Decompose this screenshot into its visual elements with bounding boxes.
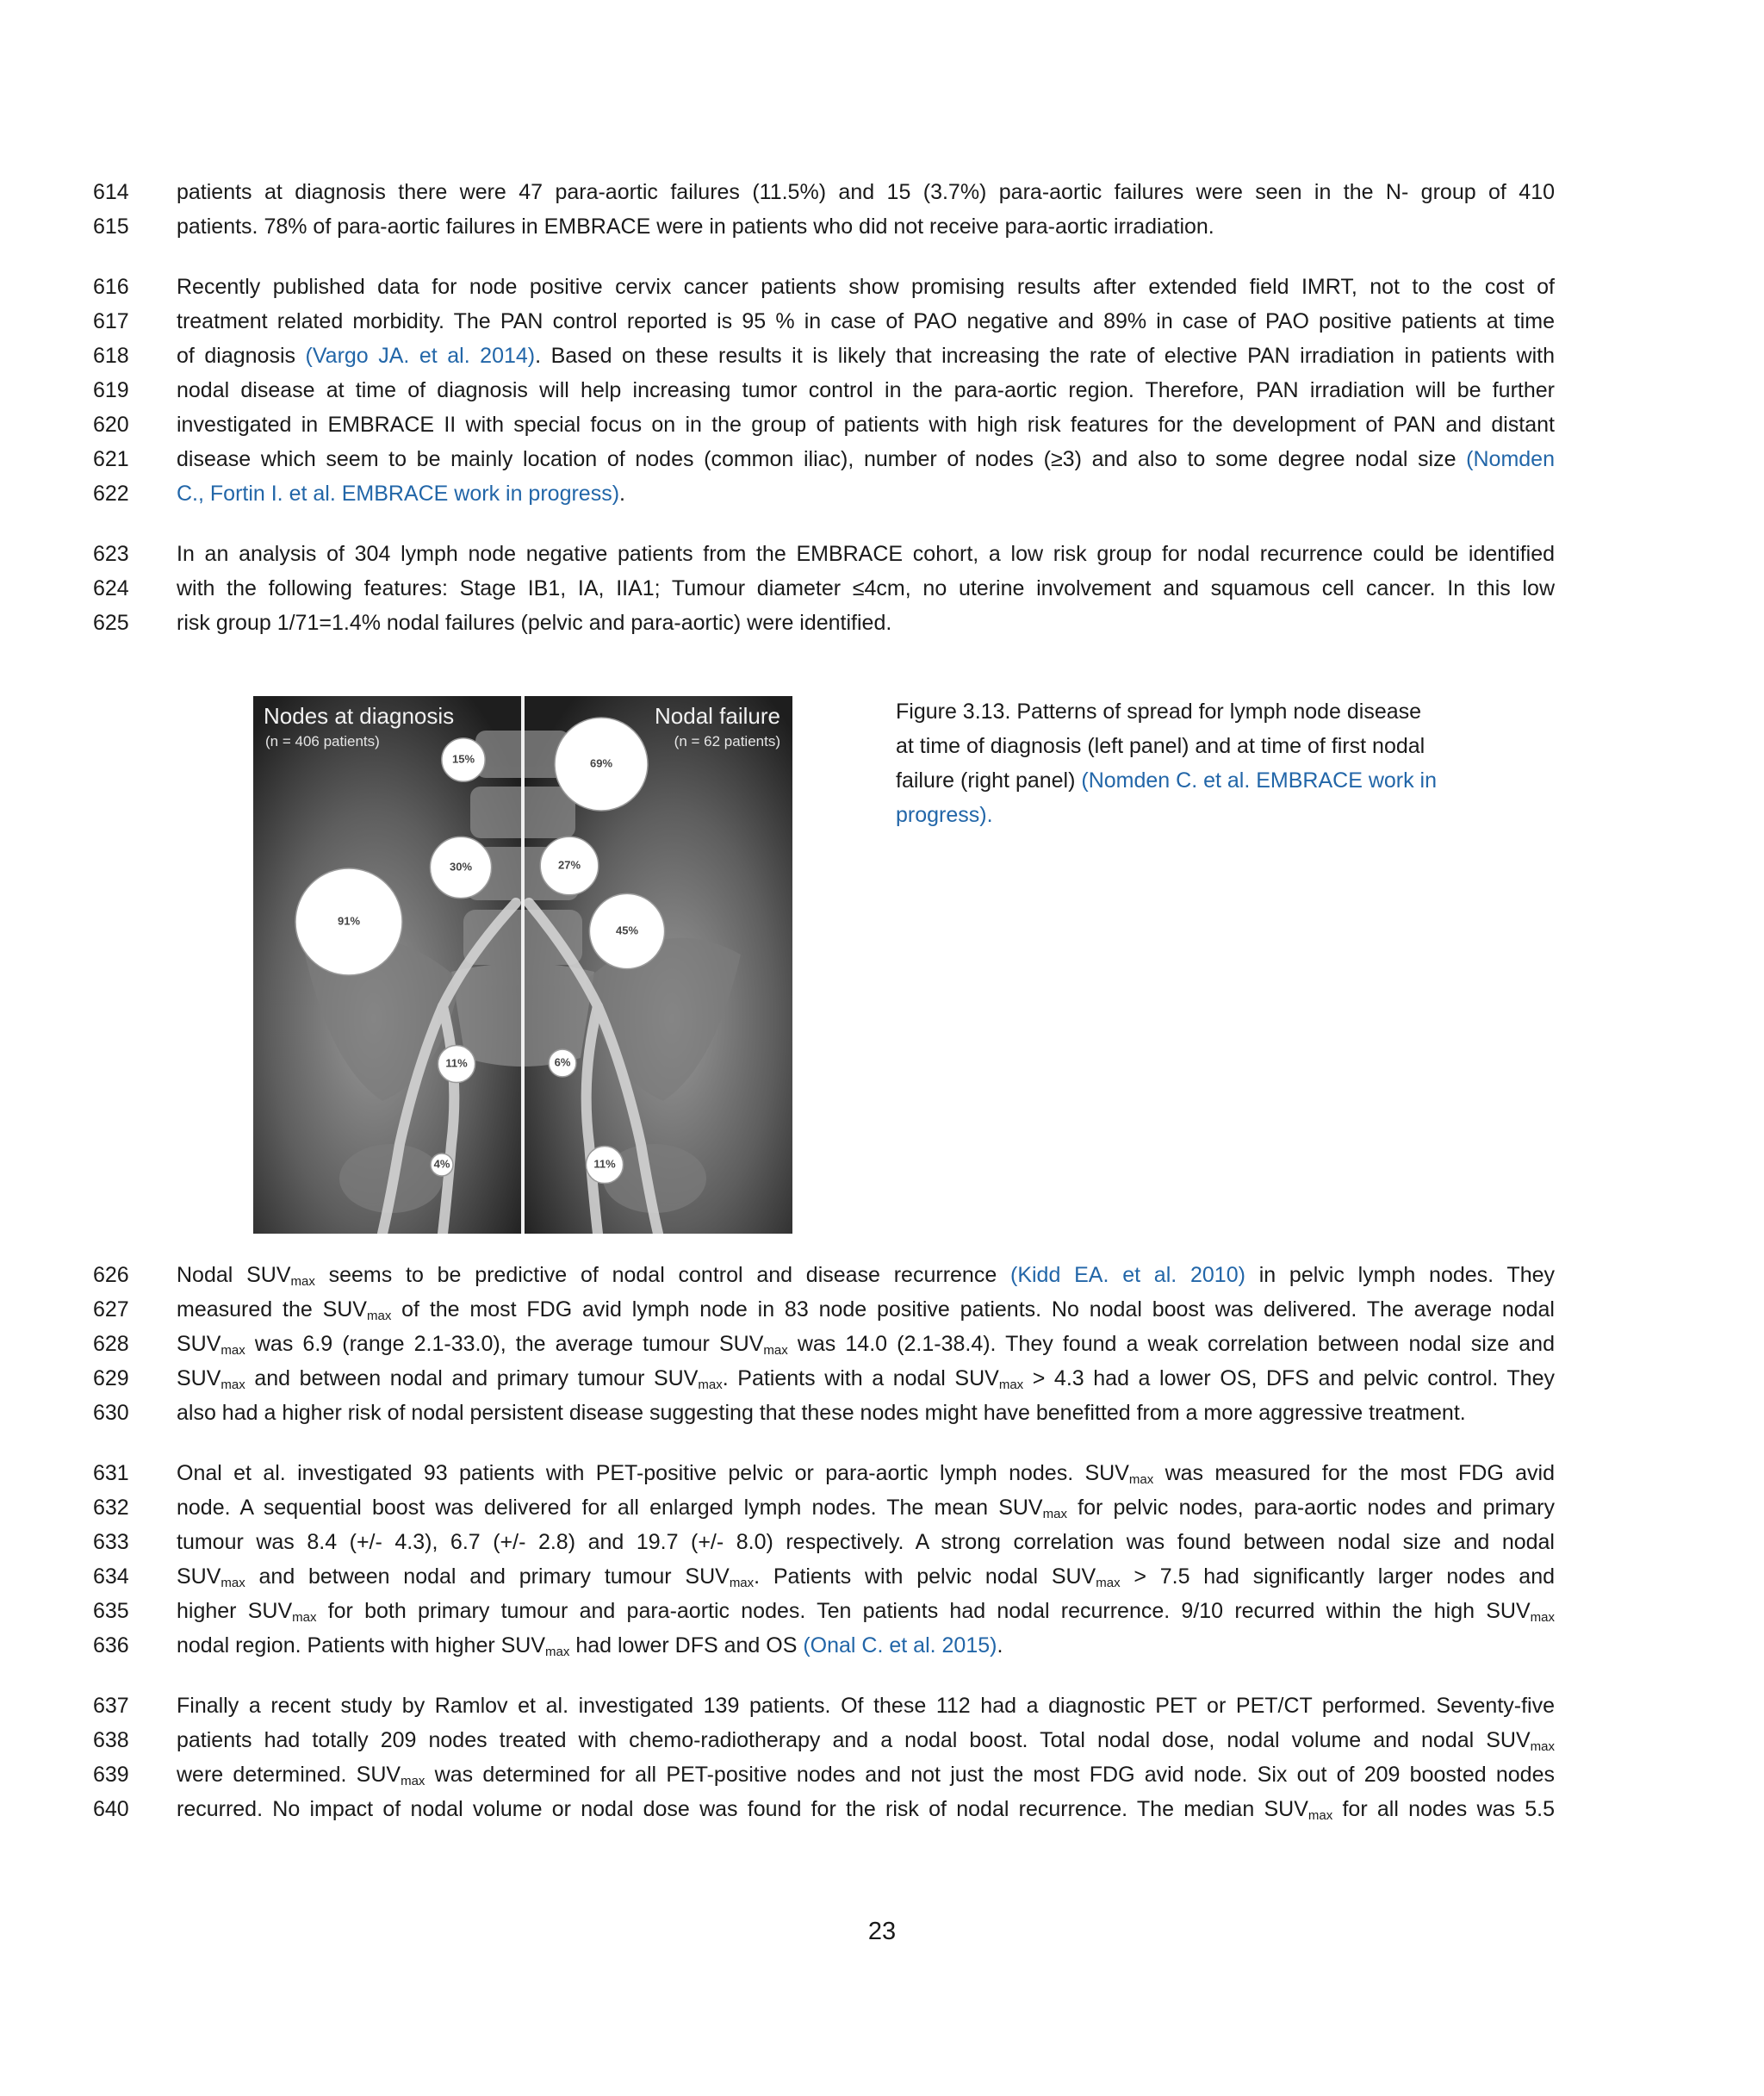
line-number: 619	[93, 378, 129, 402]
line-number: 615	[93, 215, 129, 239]
line-text: measured the $SUV_{max}$ of the most FDG avid lymph node in 83 node positive patients. No nodal boost was delivered. The average nodal	[177, 1297, 1555, 1323]
caption-line: at time of diagnosis (left panel) and at time of first nodal	[896, 734, 1425, 758]
line-text: $SUV_{max}$ and between nodal and primary tumour $SUV_{max}$. Patients with a nodal $SUV_{max} > 4.3$ had a lower OS, DFS and pelvic control. They	[177, 1366, 1555, 1392]
citation-link[interactable]: (Vargo JA. et al. 2014)	[305, 344, 536, 368]
line-number: 632	[93, 1496, 129, 1520]
line-text: In an analysis of 304 lymph node negative patients from the EMBRACE cohort, a low risk group for nodal recurrence could be identified	[177, 542, 1555, 566]
line-number: 617	[93, 309, 129, 333]
figure-nodal-spread	[253, 696, 792, 1234]
line-text: tumour was 8.4 (+/- 4.3), 6.7 (+/- 2.8) and 19.7 (+/- 8.0) respectively. A strong correlation was found between nodal size and nodal	[177, 1530, 1555, 1554]
line-text: Recently published data for node positive cervix cancer patients show promising results after extended field IMRT, not to the cost of	[177, 275, 1555, 299]
line-number: 640	[93, 1797, 129, 1821]
citation-link[interactable]: (Nomden C. et al. EMBRACE work in	[1081, 768, 1438, 793]
line-text: patients at diagnosis there were 47 para-aortic failures (11.5%) and 15 (3.7%) para-aortic failures were seen in the N- group of 410	[177, 180, 1555, 204]
line-text: with the following features: Stage IB1, IA, IIA1; Tumour diameter ≤4cm, no uterine involvement and squamous cell cancer. In this low	[177, 576, 1555, 600]
right-bubble-label: 11%	[593, 1157, 616, 1171]
line-number: 634	[93, 1564, 129, 1589]
line-number: 631	[93, 1461, 129, 1485]
line-text: nodal disease at time of diagnosis will help increasing tumor control in the para-aortic region. Therefore, PAN irradiation will be further	[177, 378, 1555, 402]
panel-divider	[521, 696, 525, 1234]
line-text: disease which seem to be mainly location of nodes (common iliac), number of nodes (≥3) and also to some degree nodal size (Nomden	[177, 447, 1555, 471]
line-number: 635	[93, 1599, 129, 1623]
line-number: 621	[93, 447, 129, 471]
line-number: 614	[93, 180, 129, 204]
line-number: 629	[93, 1366, 129, 1390]
figure-image	[253, 696, 792, 1234]
left-panel-title: Nodes at diagnosis	[264, 703, 455, 729]
citation-link[interactable]: progress).	[896, 803, 993, 827]
left-bubble-label: 11%	[445, 1056, 468, 1070]
line-text: Onal et al. investigated 93 patients with PET-positive pelvic or para-aortic lymph nodes. $SUV_{max}$ was measured for the most FDG avid	[177, 1461, 1555, 1487]
line-text: recurred. No impact of nodal volume or nodal dose was found for the risk of nodal recurrence. The median $SUV_{max}$ for all nodes was 5.5	[177, 1797, 1555, 1823]
line-text: patients. 78% of para-aortic failures in EMBRACE were in patients who did not receive para-aortic irradiation.	[177, 215, 1214, 239]
right-panel-title: Nodal failure	[655, 703, 780, 729]
citation-link[interactable]: C., Fortin I. et al. EMBRACE work in progress)	[177, 482, 620, 506]
line-number: 623	[93, 542, 129, 566]
right-bubble-label: 45%	[615, 924, 639, 937]
right-panel-subtitle: (n = 62 patients)	[674, 733, 780, 749]
line-text: Finally a recent study by Ramlov et al. investigated 139 patients. Of these 112 had a diagnostic PET or PET/CT performed. Seventy-five	[177, 1694, 1555, 1718]
left-bubble-label: 91%	[337, 914, 361, 928]
caption-line: Figure 3.13. Patterns of spread for lymph node disease	[896, 700, 1422, 724]
line-number: 622	[93, 482, 129, 506]
line-text: $SUV_{max}$ and between nodal and primary tumour $SUV_{max}$. Patients with pelvic nodal $SUV_{max} > 7.5$ had significantly larger nodes and	[177, 1564, 1555, 1590]
line-number: 618	[93, 344, 129, 368]
caption-line: failure (right panel) (Nomden C. et al. EMBRACE work in	[896, 768, 1438, 793]
line-number: 625	[93, 611, 129, 635]
figure-caption	[896, 694, 1481, 832]
right-bubble-label: 27%	[557, 858, 581, 872]
line-number: 627	[93, 1297, 129, 1322]
line-text: risk group 1/71=1.4% nodal failures (pelvic and para-aortic) were identified.	[177, 611, 892, 635]
line-text: patients had totally 209 nodes treated with chemo-radiotherapy and a nodal boost. Total nodal dose, nodal volume and nodal $SUV_{max}$	[177, 1728, 1555, 1754]
line-number: 638	[93, 1728, 129, 1752]
line-number: 626	[93, 1263, 129, 1287]
line-text: also had a higher risk of nodal persistent disease suggesting that these nodes might have benefitted from a more aggressive treatment.	[177, 1401, 1466, 1425]
line-text: nodal region. Patients with higher $SUV_{max}$ had lower DFS and OS (Onal C. et al. 2015).	[177, 1633, 1003, 1659]
line-text: of diagnosis (Vargo JA. et al. 2014). Based on these results it is likely that increasing the rate of elective PAN irradiation in patients with	[177, 344, 1555, 368]
page-number: 23	[867, 1918, 897, 1945]
line-text: C., Fortin I. et al. EMBRACE work in progress).	[177, 482, 625, 506]
caption-line	[896, 798, 1481, 832]
citation-link[interactable]: (Onal C. et al. 2015)	[803, 1633, 997, 1658]
left-bubble-label: 4%	[433, 1157, 450, 1171]
line-number: 624	[93, 576, 129, 600]
line-number: 630	[93, 1401, 129, 1425]
line-text: $SUV_{max}$ was 6.9 (range 2.1-33.0), the average tumour $SUV_{max}$ was 14.0 (2.1-38.4). They found a weak correlation between nodal size and	[177, 1332, 1555, 1358]
line-text: were determined. $SUV_{max}$ was determined for all PET-positive nodes and not just the most FDG avid node. Six out of 209 boosted nodes	[177, 1763, 1555, 1788]
line-number: 620	[93, 413, 129, 437]
left-panel-subtitle: (n = 406 patients)	[265, 733, 380, 749]
line-number: 639	[93, 1763, 129, 1787]
line-number: 616	[93, 275, 129, 299]
line-number: 633	[93, 1530, 129, 1554]
citation-link[interactable]: (Nomden	[1466, 447, 1555, 471]
right-bubble-label: 6%	[554, 1055, 571, 1069]
line-text: higher $SUV_{max}$ for both primary tumour and para-aortic nodes. Ten patients had nodal recurrence. 9/10 recurred within the high $SUV_{max}$	[177, 1599, 1555, 1625]
line-text: Nodal $SUV_{max}$ seems to be predictive of nodal control and disease recurrence (Kidd EA. et al. 2010) in pelvic lymph nodes. They	[177, 1263, 1556, 1289]
line-number: 637	[93, 1694, 129, 1718]
line-number: 636	[93, 1633, 129, 1658]
line-text: treatment related morbidity. The PAN control reported is 95 % in case of PAO negative and 89% in case of PAO positive patients at time	[177, 309, 1555, 333]
left-bubble-label: 15%	[451, 752, 475, 766]
left-bubble-label: 30%	[449, 860, 473, 874]
line-text: node. A sequential boost was delivered for all enlarged lymph nodes. The mean $SUV_{max}$ for pelvic nodes, para-aortic nodes and primary	[177, 1496, 1555, 1521]
right-bubble-label: 69%	[589, 756, 613, 770]
line-number: 628	[93, 1332, 129, 1356]
citation-link[interactable]: (Kidd EA. et al. 2010)	[1010, 1263, 1245, 1287]
line-text: investigated in EMBRACE II with special focus on in the group of patients with high risk features for the development of PAN and distant	[177, 413, 1555, 437]
